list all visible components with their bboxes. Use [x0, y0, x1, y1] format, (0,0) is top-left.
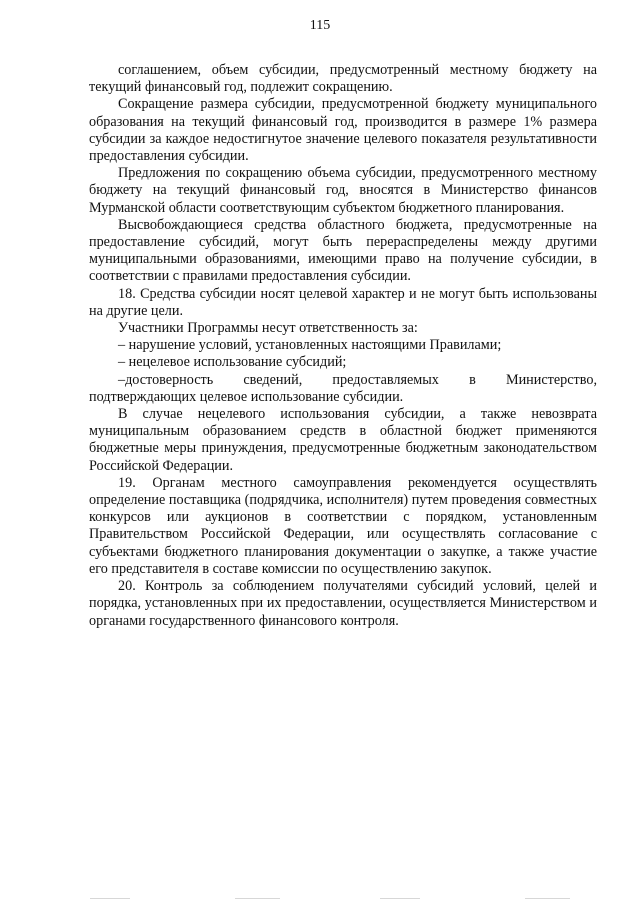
paragraph-misuse-consequences: В случае нецелевого использования субсидии, а также невозврата муниципальным образованием средств в областной бюджет применяются бюджетные меры принуждения, предусмотренные бюджетным законодательством Российской Федерации. — [89, 406, 597, 474]
list-item-violation: – нарушение условий, установленных настоящими Правилами; — [118, 337, 502, 354]
paragraph-reduction-proposals: Предложения по сокращению объема субсидии, предусмотренного местному бюджету на текущий финансовый год, вносятся в Министерство финансов Мурманской области соответствующим субъектом бюджетного планирования. — [89, 165, 597, 216]
paragraph-reduction-size: Сокращение размера субсидии, предусмотренной бюджету муниципального образования на текущий финансовый год, производится в размере 1% размера субсидии за каждое недостигнутое значение целевого показателя результативности предоставления субсидии. — [89, 96, 597, 165]
paragraph-item-19: 19. Органам местного самоуправления рекомендуется осуществлять определение поставщика (подрядчика, исполнителя) путем проведения совместных конкурсов или аукционов в соответствии с порядком, установленным Правительством Российской Федерации, или осуществлять согласование с субъектами бюджетного планирования документации о закупке, а также участие его представителя в составе комиссии по осуществлению закупок. — [89, 474, 597, 577]
paragraph-responsibility-intro: Участники Программы несут ответственность за: — [118, 320, 418, 337]
page-number: 115 — [309, 18, 331, 33]
paragraph-released-funds: Высвобождающиеся средства областного бюджета, предусмотренные на предоставление субсидий, могут быть перераспределены между другими муниципальными образованиями, имеющими право на получение субсидии, в соответствии с правилами предоставления субсидии. — [89, 216, 597, 285]
paragraph-subsidy-reduction-tail: соглашением, объем субсидии, предусмотренный местному бюджету на текущий финансовый год, подлежит сокращению. — [89, 62, 597, 96]
scan-edge-marks — [0, 893, 640, 899]
list-item-reliability: –достоверность сведений, предоставляемых в Министерство, подтверждающих целевое использование субсидии. — [89, 371, 597, 405]
document-body — [89, 62, 597, 630]
list-item-misuse: – нецелевое использование субсидий; — [118, 354, 347, 371]
paragraph-item-18: 18. Средства субсидии носят целевой характер и не могут быть использованы на другие цели. — [89, 285, 597, 319]
paragraph-item-20: 20. Контроль за соблюдением получателями субсидий условий, целей и порядка, установленных при их предоставлении, осуществляется Министерством и органами государственного финансового контроля. — [89, 578, 597, 629]
